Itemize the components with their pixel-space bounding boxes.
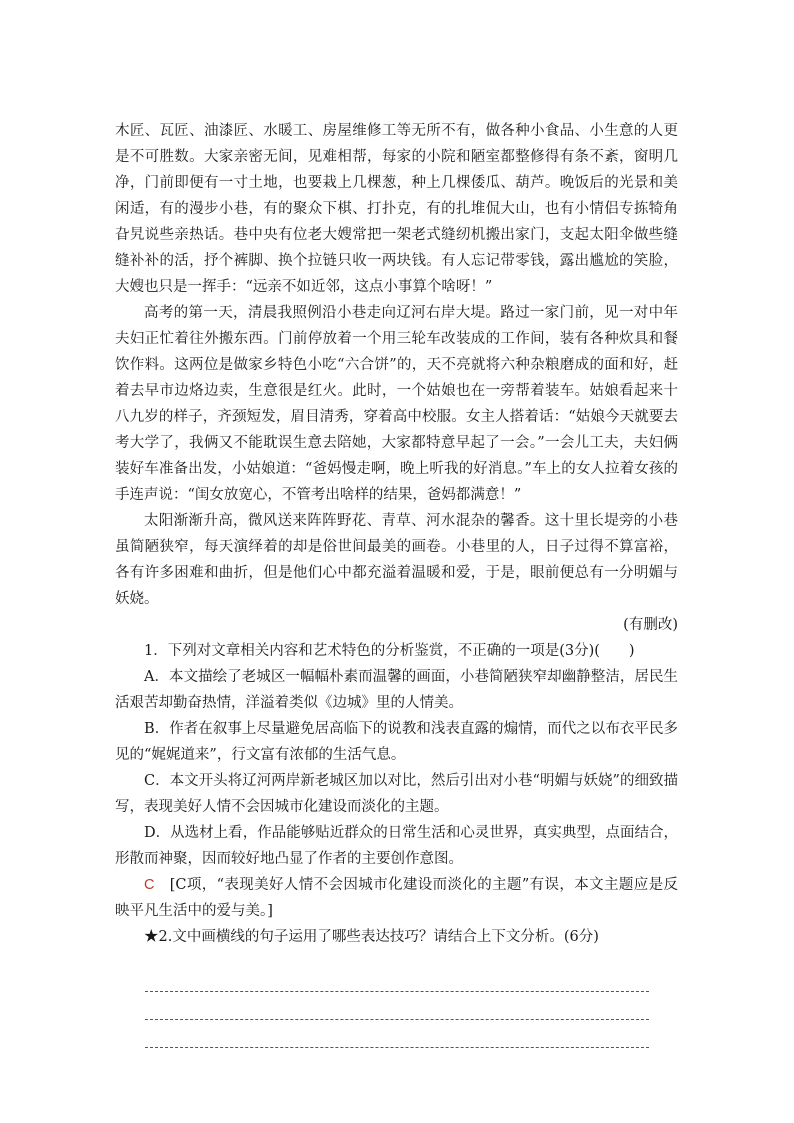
edit-note: (有删改): [623, 617, 678, 633]
passage-paragraph-3: 太阳渐渐升高，微风送来阵阵野花、青草、河水混杂的馨香。这十里长堤旁的小巷虽简陋狭窄，每天演绎着的却是俗世间最美的画卷。小巷里的人，日子过得不算富裕，各有许多困难和曲折，但是他们心中都充溢着温暖和爱，于是，眼前便总有一分明媚与妖娆。: [115, 513, 678, 607]
document-body: [115, 118, 678, 1048]
answer-lines[interactable]: [145, 964, 649, 1048]
option-b: B．作者在叙事上尽量避免居高临下的说教和浅表直露的煽情，而代之以布衣平民多见的“娓娓道来”，行文富有浓郁的生活气息。: [115, 721, 678, 763]
answer-text: [C项，“表现美好人情不会因城市化建设而淡化的主题”有误，本文主题应是反映平凡生活中的爱与美。]: [115, 877, 678, 919]
option-a: A．本文描绘了老城区一幅幅朴素而温馨的画面，小巷简陋狭窄却幽静整洁，居民生活艰苦却勤奋热情，洋溢着类似《边城》里的人情美。: [115, 669, 678, 711]
answer-line[interactable]: [145, 1020, 649, 1048]
passage-paragraph-2: 高考的第一天，清晨我照例沿小巷走向辽河右岸大堤。路过一家门前，见一对中年夫妇正忙着往外搬东西。门前停放着一个用三轮车改装成的工作间，装有各种炊具和餐饮作料。这两位是做家乡特色小吃“六合饼”的，天不亮就将六种杂粮磨成的面和好，赶着去早市边烙边卖，生意很是红火。此时，一个姑娘也在一旁帮着装车。姑娘看起来十八九岁的样子，齐颈短发，眉目清秀，穿着高中校服。女主人搭着话：“姑娘今天就要去考大学了，我俩又不能耽误生意去陪她，大家都特意早起了一会。”一会儿工夫，夫妇俩装好车准备出发，小姑娘道：“爸妈慢走啊，晚上听我的好消息。”车上的女人拉着女孩的手连声说：“闺女放宽心，不管考出啥样的结果，爸妈都满意！”: [115, 305, 678, 503]
answer-line[interactable]: [145, 964, 649, 992]
answer-line[interactable]: [145, 992, 649, 1020]
answer-letter: C: [144, 877, 155, 893]
question-2-stem: ★2.文中画横线的句子运用了哪些表达技巧？请结合上下文分析。(6分): [144, 929, 599, 945]
passage-paragraph-1: 木匠、瓦匠、油漆匠、水暖工、房屋维修工等无所不有，做各种小食品、小生意的人更是不可胜数。大家亲密无间，见难相帮，每家的小院和陋室都整修得有条不紊，窗明几净，门前即便有一寸土地，也要栽上几棵葱，种上几棵倭瓜、葫芦。晚饭后的光景和美闲适，有的漫步小巷，有的聚众下棋、打扑克，有的扎堆侃大山，也有小情侣专拣犄角旮旯说些亲热话。巷中央有位老大嫂常把一架老式缝纫机搬出家门，支起太阳伞做些缝缝补补的活，抒个裤脚、换个拉链只收一两块钱。有人忘记带零钱，露出尴尬的笑脸，大嫂也只是一挥手：“远亲不如近邻，这点小事算个啥呀！”: [115, 123, 678, 295]
option-c: C．本文开头将辽河两岸新老城区加以对比，然后引出对小巷“明媚与妖娆”的细致描写，表现美好人情不会因城市化建设而淡化的主题。: [115, 773, 678, 815]
option-d: D．从选材上看，作品能够贴近群众的日常生活和心灵世界，真实典型，点面结合，形散而神聚，因而较好地凸显了作者的主要创作意图。: [115, 825, 678, 867]
answer-explanation: [115, 872, 678, 924]
question-1-stem: 1．下列对文章相关内容和艺术特色的分析鉴赏，不正确的一项是(3分)( ): [144, 643, 635, 659]
